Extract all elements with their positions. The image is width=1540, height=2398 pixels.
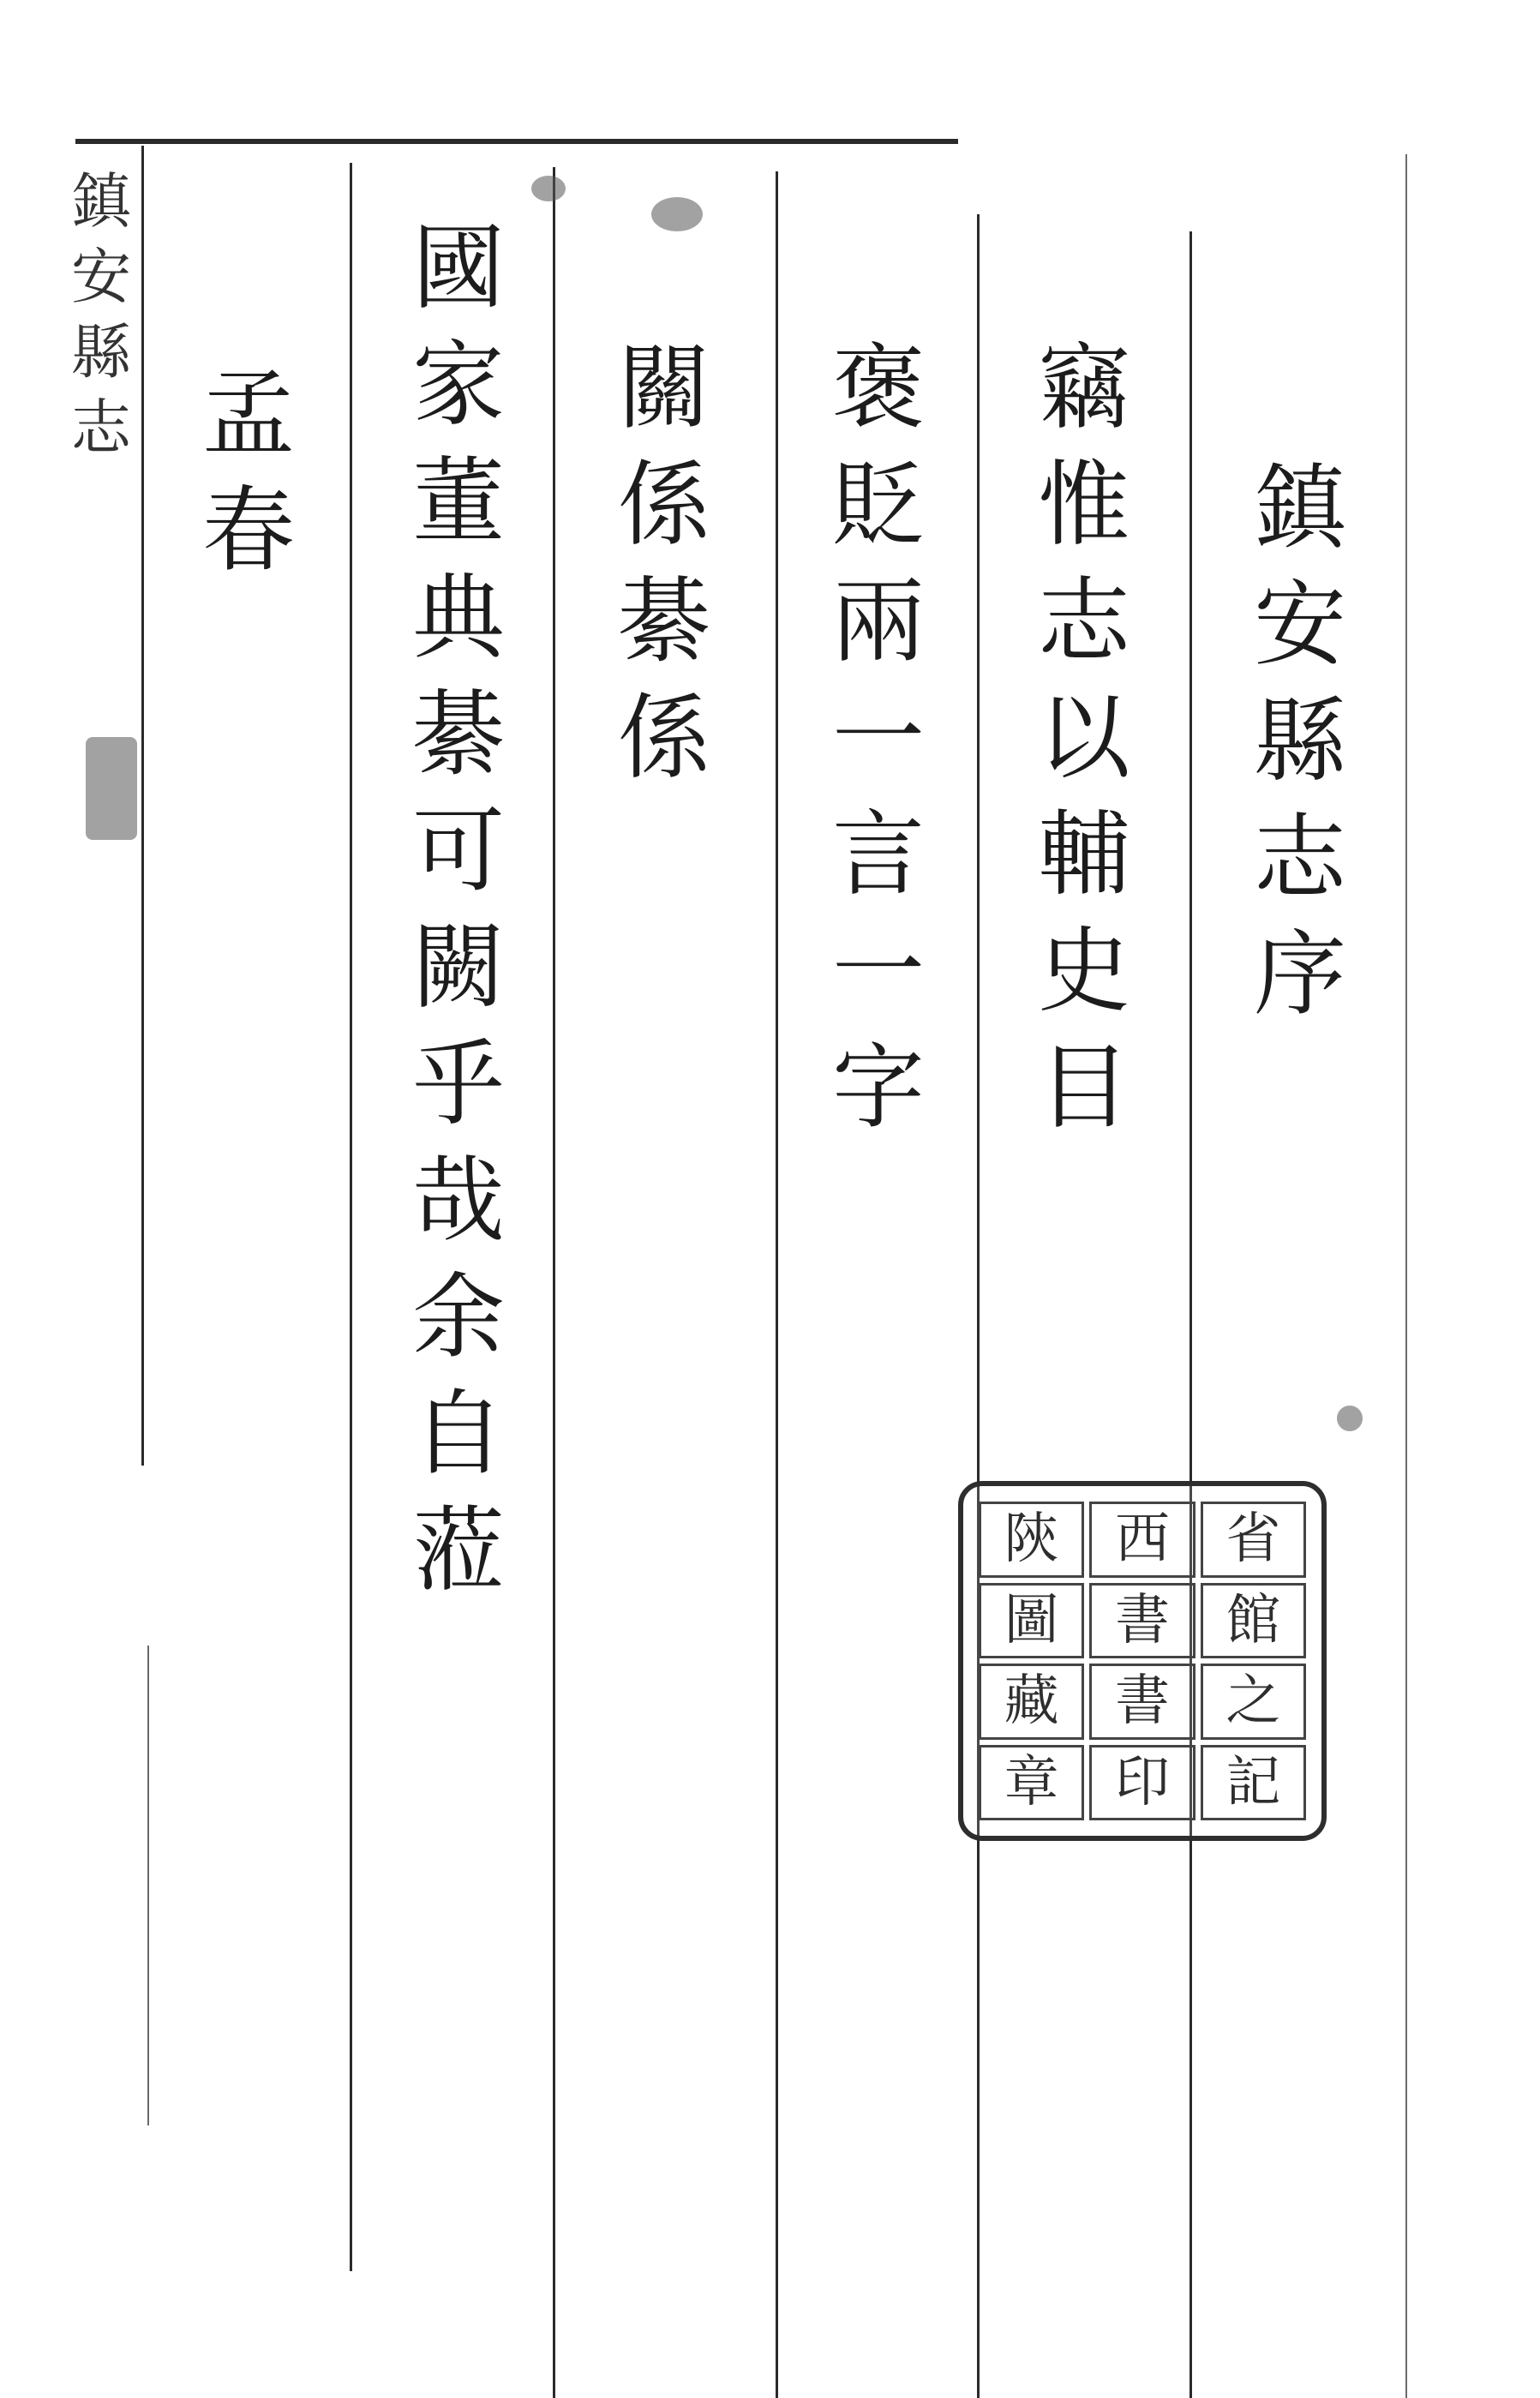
column-character: 乎 [411,1031,505,1138]
column-character: 董 [411,448,505,555]
column-rule [977,214,980,2398]
column-character: 闕 [411,914,505,1022]
column-rule [553,167,555,2398]
text-column-2 [1011,335,1157,1159]
column-character: 家 [411,332,505,439]
column-text [1253,455,1346,1046]
column-character: 係 [617,685,710,792]
column-rule [350,163,352,2271]
column-character: 安 [1253,572,1346,679]
seal-char: 章 [979,1745,1084,1821]
column-rule [141,146,144,1466]
column-character: 縣 [1253,688,1346,795]
column-character: 貶 [831,452,925,559]
column-text [201,361,295,602]
seal-char: 圖 [979,1583,1084,1659]
column-rule [776,171,778,2398]
column-character: 安 [71,242,131,312]
column-character: 字 [831,1034,925,1142]
column-character: 史 [1037,918,1130,1025]
column-character: 綦 [617,568,710,675]
column-character: 志 [71,393,131,463]
column-text [71,166,131,473]
column-rule [1405,154,1407,2398]
column-text [617,335,710,809]
column-character: 關 [617,335,710,442]
seal-char: 書 [1089,1583,1195,1659]
margin-title-column [67,166,135,473]
column-character: 惟 [1037,452,1130,559]
ink-speck [651,197,703,231]
column-character: 鎮 [71,166,131,237]
top-border-rule [75,139,958,144]
column-character: 一 [831,918,925,1025]
column-text [831,335,925,1159]
column-character: 志 [1037,568,1130,675]
column-character: 竊 [1037,335,1130,442]
column-character: 一 [831,685,925,792]
column-character: 以 [1037,685,1130,792]
seal-char: 記 [1201,1745,1306,1821]
text-column-5 [386,215,531,1622]
seal-char: 館 [1201,1583,1306,1659]
ink-speck [531,176,566,201]
seal-char: 藏 [979,1664,1084,1740]
library-seal-stamp [958,1481,1327,1841]
ink-speck [86,737,137,840]
column-character: 序 [1253,921,1346,1028]
column-character: 志 [1253,805,1346,912]
column-character: 余 [411,1264,505,1371]
seal-char: 陝 [979,1502,1084,1578]
column-text [411,215,505,1622]
column-character: 目 [1037,1034,1130,1142]
seal-char: 西 [1089,1502,1195,1578]
column-character: 鎮 [1253,455,1346,562]
column-character: 孟 [201,361,295,468]
column-character: 綦 [411,681,505,788]
column-rule [1189,231,1192,2398]
column-character: 春 [201,477,295,585]
column-character: 國 [411,215,505,322]
seal-char: 印 [1089,1745,1195,1821]
column-text [1037,335,1130,1159]
column-character: 自 [411,1381,505,1488]
seal-char: 書 [1089,1664,1195,1740]
seal-char: 之 [1201,1664,1306,1740]
text-column-6 [176,361,321,602]
column-character: 言 [831,801,925,908]
column-character: 哉 [411,1148,505,1255]
column-rule [147,1646,149,2125]
text-column-4 [591,335,737,809]
column-character: 輔 [1037,801,1130,908]
column-character: 典 [411,565,505,672]
column-character: 褒 [831,335,925,442]
seal-char: 省 [1201,1502,1306,1578]
column-character: 係 [617,452,710,559]
column-character: 蒞 [411,1497,505,1604]
ink-speck [1337,1406,1363,1431]
column-character: 兩 [831,568,925,675]
column-character: 縣 [71,317,131,387]
text-column-3 [806,335,951,1159]
column-character: 可 [411,798,505,905]
text-column-1 [1227,455,1373,1046]
